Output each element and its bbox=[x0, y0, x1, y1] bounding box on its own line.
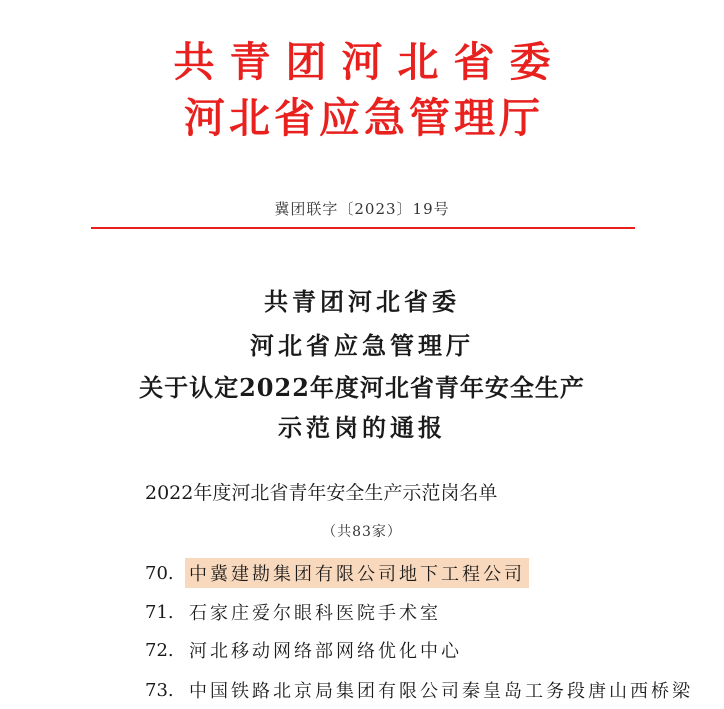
list-item-name: 中国铁路北京局集团有限公司秦皇岛工务段唐山西桥梁 bbox=[189, 681, 693, 702]
list-item bbox=[145, 559, 529, 587]
list-item-number: 73. bbox=[145, 679, 174, 701]
list-item-name: 河北移动网络部网络优化中心 bbox=[189, 641, 462, 662]
list-count: （共83家） bbox=[322, 524, 402, 540]
issuer-name-line-2: 河北省应急管理厅 bbox=[184, 94, 544, 142]
document-number: 冀团联字〔2023〕19号 bbox=[274, 200, 450, 218]
red-divider bbox=[91, 227, 635, 229]
issuer-name-line-1: 共青团河北省委 bbox=[173, 38, 566, 86]
list-item bbox=[145, 636, 466, 664]
list-item-number: 70. bbox=[145, 562, 174, 584]
list-item-number: 71. bbox=[145, 601, 174, 623]
list-item bbox=[145, 598, 445, 626]
list-item-name: 石家庄爱尔眼科医院手术室 bbox=[189, 603, 441, 624]
document-title-line-2: 河北省应急管理厅 bbox=[250, 331, 474, 360]
list-item-number: 72. bbox=[145, 639, 174, 661]
list-heading: 2022年度河北省青年安全生产示范岗名单 bbox=[145, 482, 498, 504]
document-title-line-4: 示范岗的通报 bbox=[278, 413, 446, 442]
list-item-name-highlighted: 中冀建勘集团有限公司地下工程公司 bbox=[185, 558, 529, 588]
document-title-line-3: 关于认定2022年度河北省青年安全生产 bbox=[139, 373, 585, 402]
document-title-line-1: 共青团河北省委 bbox=[264, 287, 460, 316]
list-item bbox=[145, 676, 697, 704]
